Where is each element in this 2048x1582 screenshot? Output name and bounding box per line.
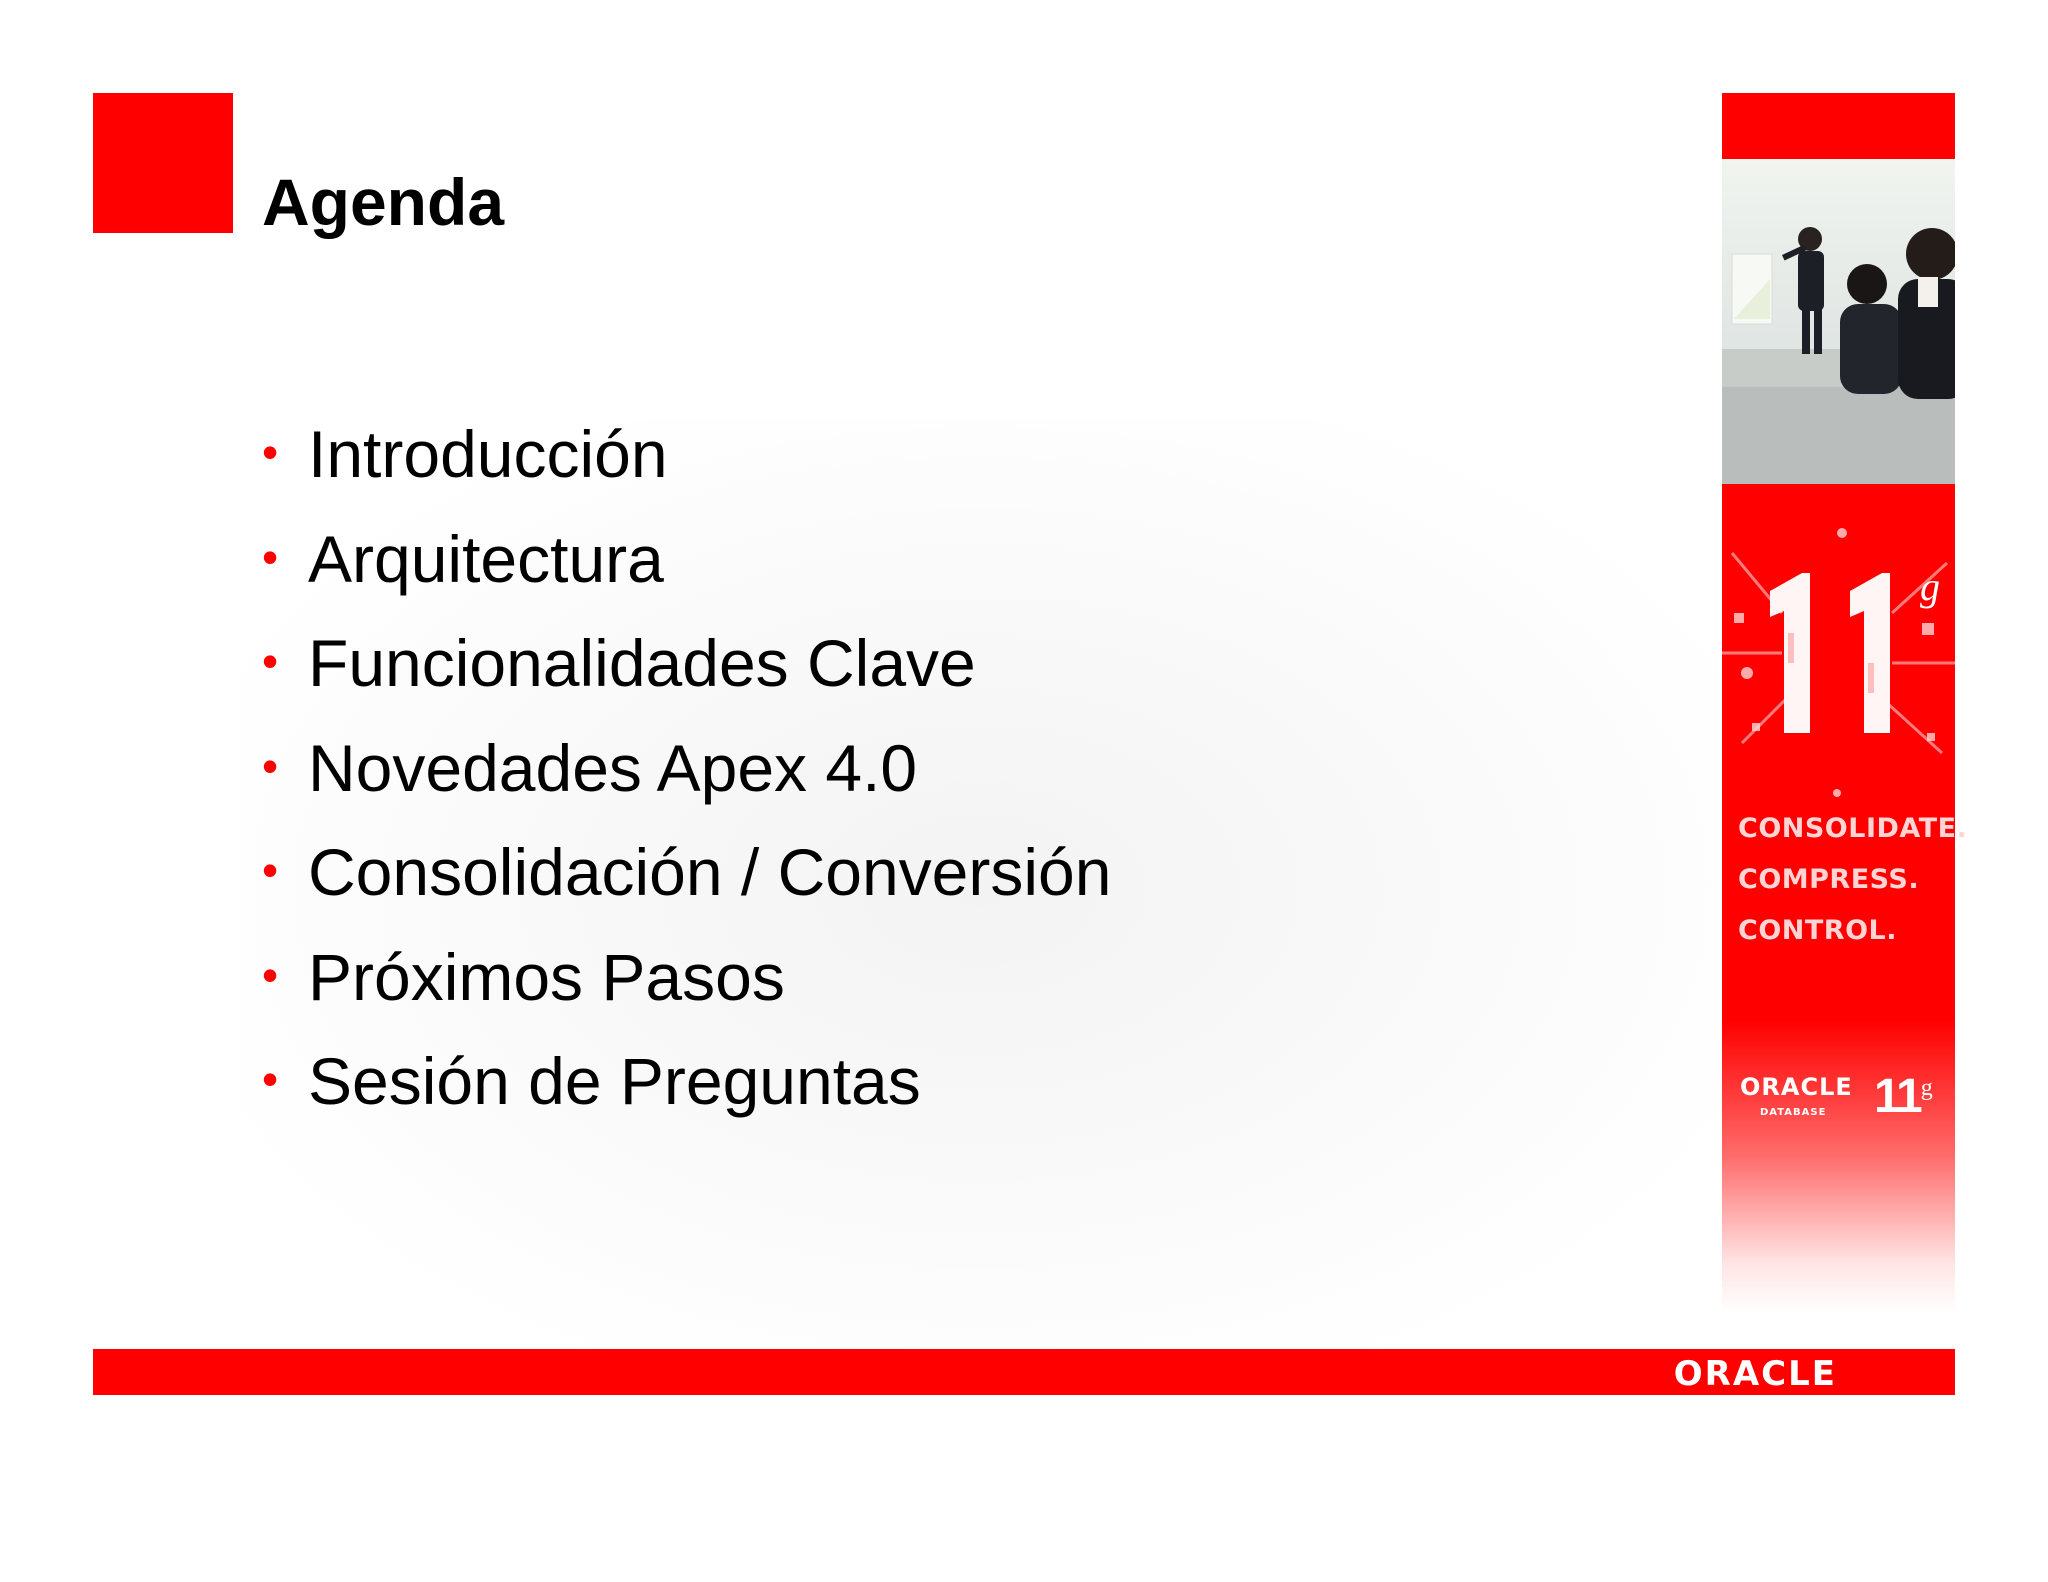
tagline-list — [1738, 803, 1967, 956]
bullet-icon: • — [262, 1053, 279, 1106]
slide-title: Agenda — [262, 165, 505, 239]
oracle-sidebar-banner — [1722, 93, 1968, 1313]
tagline-line: COMPRESS. — [1738, 864, 1920, 895]
agenda-item — [262, 925, 1111, 1030]
agenda-item-label: Funcionalidades Clave — [308, 626, 976, 701]
agenda-item-label: Arquitectura — [308, 521, 664, 596]
agenda-item-label: Novedades Apex 4.0 — [308, 730, 918, 805]
agenda-list — [262, 402, 1111, 1134]
footer-bar — [93, 1349, 1955, 1395]
agenda-item-label: Consolidación / Conversión — [308, 835, 1112, 910]
agenda-item — [262, 1029, 1111, 1134]
bullet-icon: • — [262, 739, 279, 792]
bullet-icon: • — [262, 530, 279, 583]
agenda-item-label: Sesión de Preguntas — [308, 1044, 921, 1119]
bullet-icon: • — [262, 844, 279, 897]
oracle-database-logo — [1740, 1069, 1940, 1139]
numeral-suffix: g — [1920, 564, 1940, 609]
agenda-item-label: Introducción — [308, 417, 668, 492]
db-logo-subtext: DATABASE — [1760, 1107, 1827, 1118]
agenda-item — [262, 716, 1111, 821]
agenda-item — [262, 611, 1111, 716]
agenda-item — [262, 507, 1111, 612]
numeral-11g-graphic — [1722, 493, 1955, 833]
tagline-line: CONSOLIDATE. — [1738, 813, 1968, 844]
db-logo-wordmark: ORACLE — [1740, 1073, 1853, 1101]
tagline-line: CONTROL. — [1738, 915, 1897, 946]
oracle-logo: ORACLE — [1673, 1354, 1837, 1394]
db-logo-version: 11$^g$ — [1874, 1070, 1933, 1123]
bullet-icon: • — [262, 426, 279, 479]
title-accent-square — [93, 93, 233, 233]
bullet-icon: • — [262, 948, 279, 1001]
bullet-icon: • — [262, 635, 279, 688]
agenda-item-label: Próximos Pasos — [308, 939, 785, 1014]
agenda-item — [262, 402, 1111, 507]
agenda-item — [262, 820, 1111, 925]
presentation-photo-icon — [1722, 159, 1955, 484]
